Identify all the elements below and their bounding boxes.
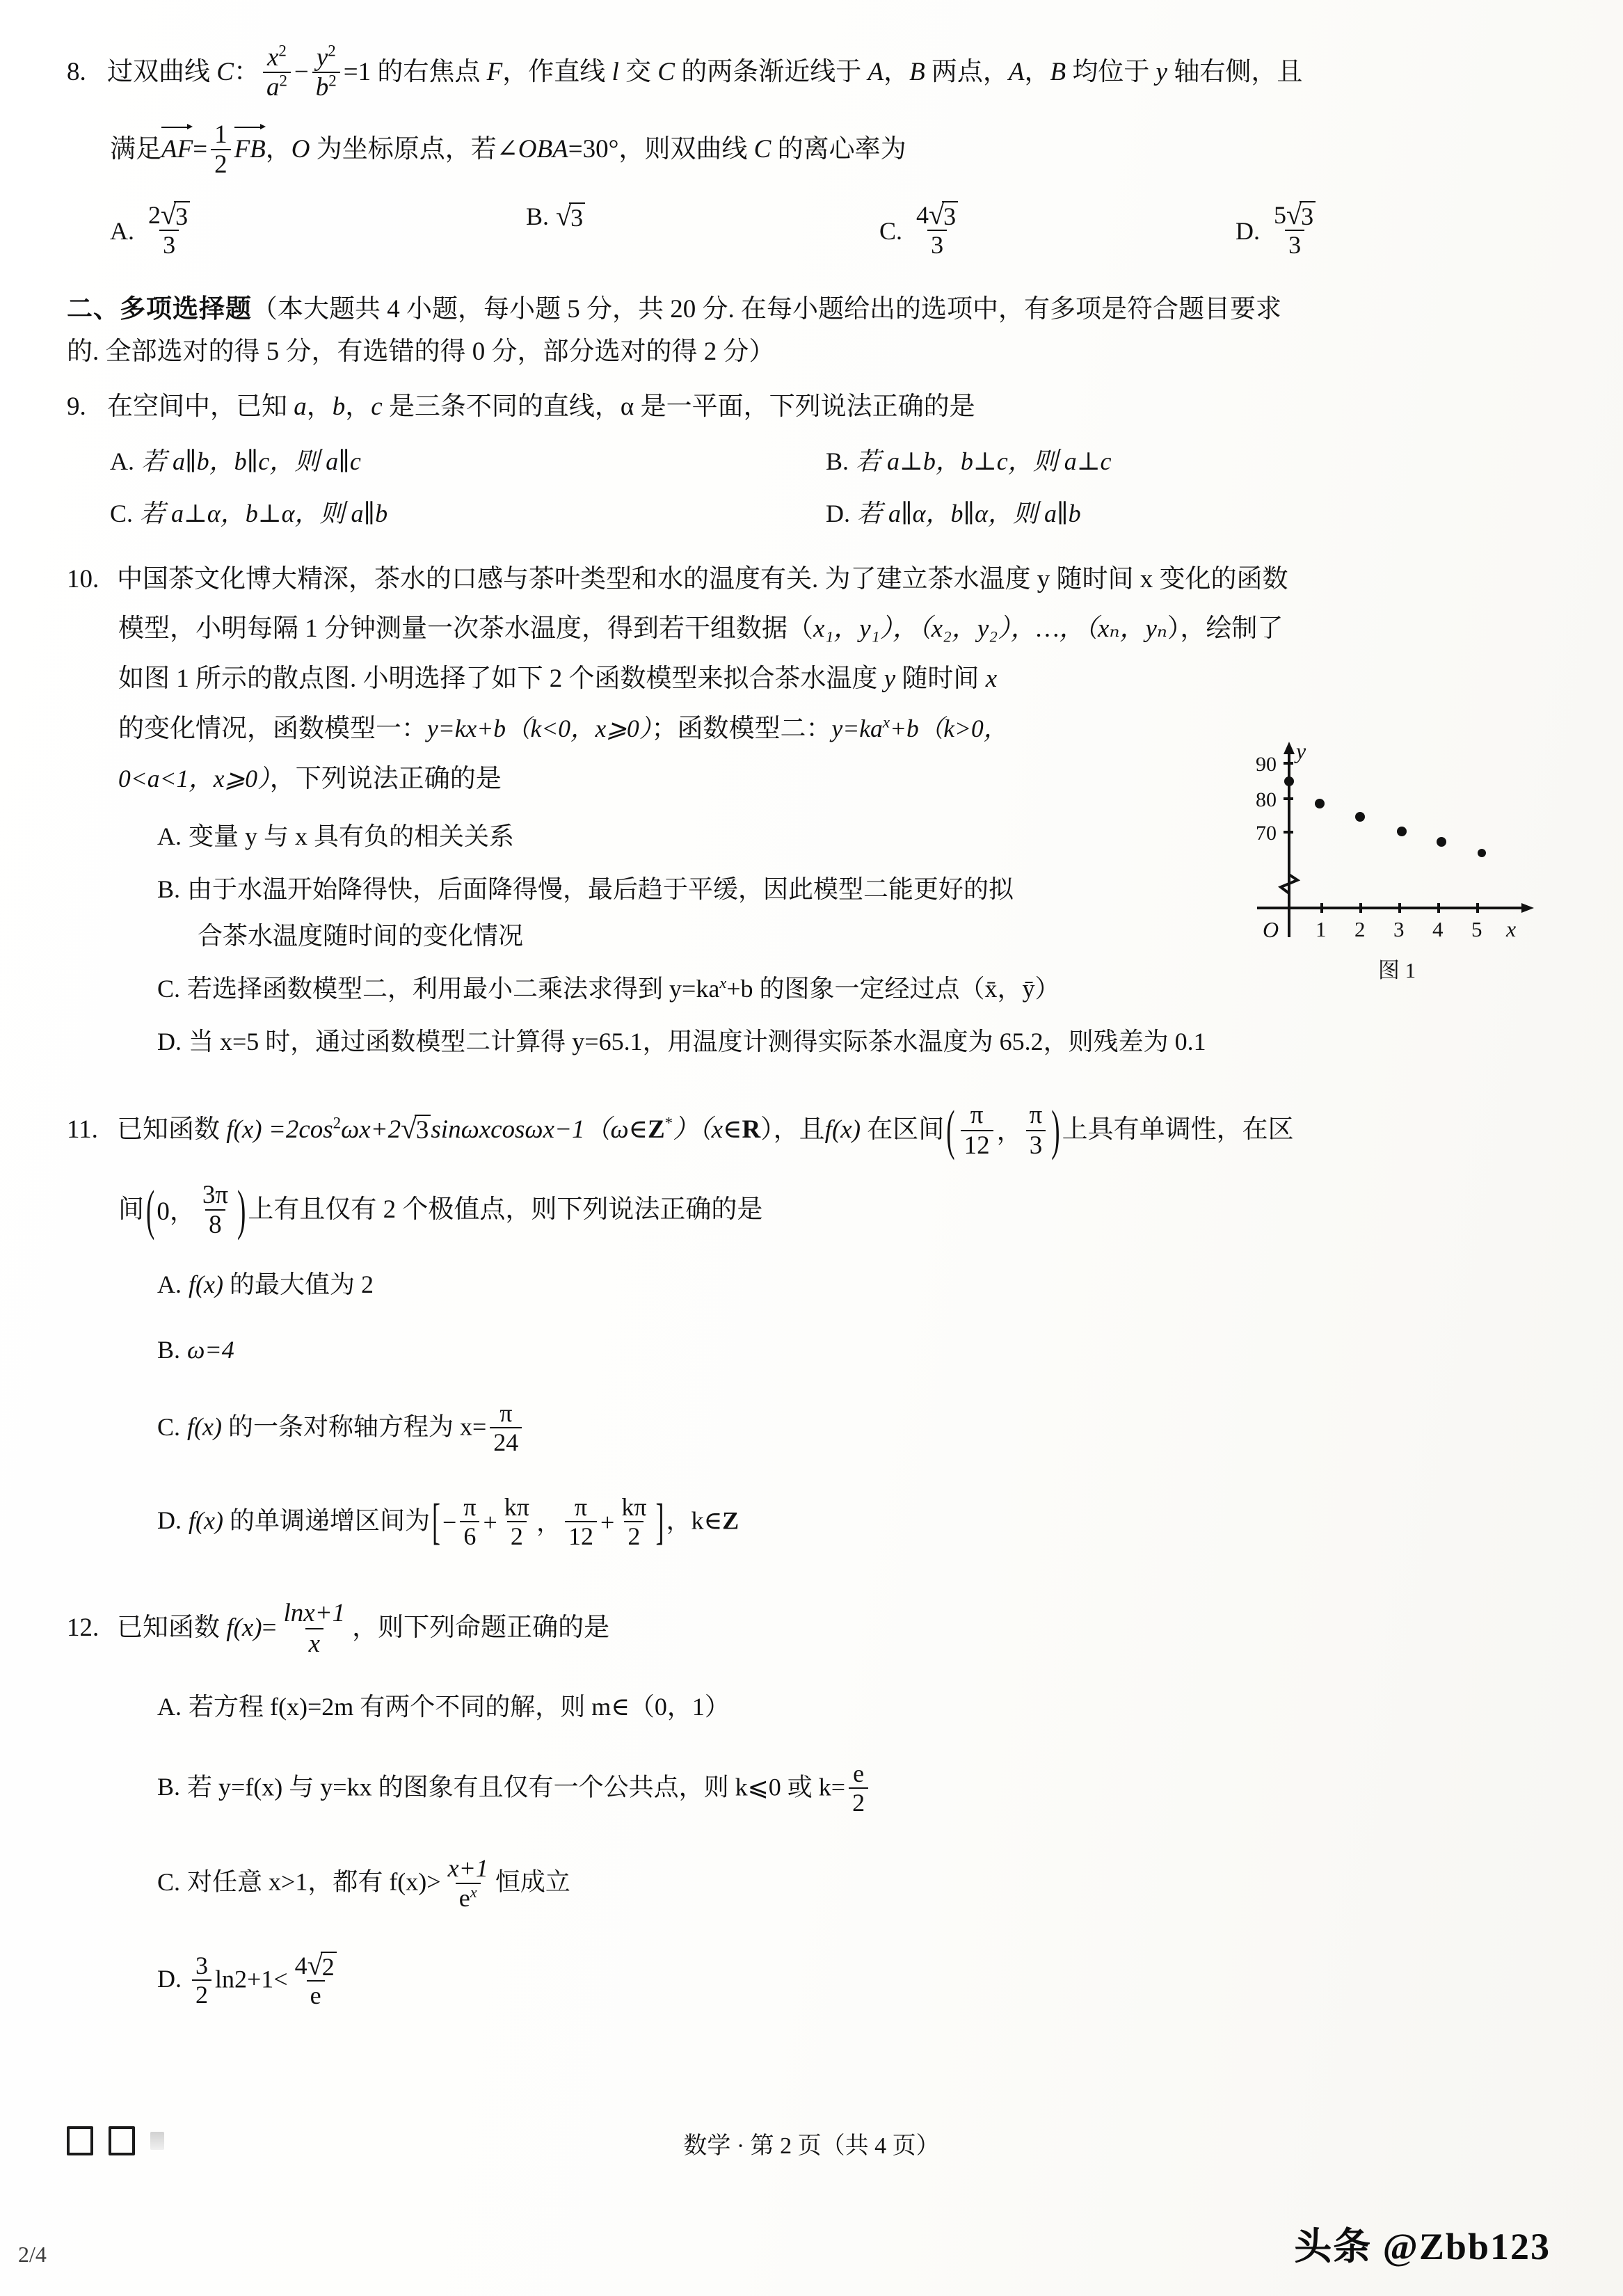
q8-choice-d-value: 5 √ 3 3 bbox=[1270, 200, 1319, 259]
section-2-prefix: 二、 bbox=[67, 294, 120, 324]
q12-fraction bbox=[280, 1599, 349, 1658]
q12-d-den2: e bbox=[307, 1980, 325, 2009]
q10-model-2-pow: x bbox=[882, 713, 890, 731]
q11-option-b-text: ω=4 bbox=[187, 1335, 234, 1364]
q8-text-b: 的右焦点 bbox=[371, 57, 487, 86]
q11-d-n4: kπ bbox=[621, 1492, 647, 1521]
q8-a-coef: 2 bbox=[148, 200, 161, 229]
q8-text-g: 两点， bbox=[925, 57, 1009, 86]
q8-l2-c: 为坐标原点，若∠ bbox=[310, 134, 518, 164]
q10-data-points: x₁，y₁），（x₂，y₂），…，（xₙ，yₙ bbox=[813, 614, 1167, 644]
q12-option-a-label: A. bbox=[157, 1693, 182, 1721]
q12-option-c-frac bbox=[445, 1854, 492, 1912]
y-tick-label-70: 70 bbox=[1256, 822, 1277, 845]
question-10 bbox=[67, 559, 1542, 600]
q8-A2: A bbox=[1008, 57, 1025, 86]
q10-line2-b: ），绘制了 bbox=[1167, 614, 1284, 644]
q8-a-rad: 3 bbox=[174, 201, 190, 230]
question-10-line2 bbox=[67, 608, 1542, 650]
q9-option-a-label: A. bbox=[110, 447, 134, 475]
q9-option-c-label: C. bbox=[110, 499, 134, 527]
q8-comma2: ， bbox=[1024, 57, 1050, 86]
q9-option-c[interactable] bbox=[110, 494, 826, 529]
q11-fx: f(x) bbox=[226, 1115, 262, 1145]
y-axis-arrow bbox=[1284, 742, 1295, 754]
question-10-line5 bbox=[67, 758, 1231, 800]
q11-stem-d: 上具有单调性，在区 bbox=[1062, 1115, 1294, 1145]
data-point-5 bbox=[1478, 849, 1486, 857]
q11-sin-part: sinωxcosωx−1（ω∈ bbox=[431, 1115, 648, 1145]
q10-option-d-text: 当 x=5 时，通过函数模型二计算得 y=65.1，用温度计测得实际茶水温度为 65.2，则残差为 0.1 bbox=[189, 1027, 1206, 1055]
q12-option-d-frac2: 4 √ 2 e bbox=[291, 1951, 340, 2009]
q12-c-d-pow: x bbox=[470, 1883, 477, 1901]
q11-paren-close: ）（x∈ bbox=[673, 1115, 742, 1145]
question-12 bbox=[67, 1600, 1542, 1659]
q12-b-n: e bbox=[853, 1759, 865, 1787]
q12-d-d: 2 bbox=[192, 1979, 211, 2009]
q8-y: y bbox=[316, 43, 328, 72]
page-indicator: 2/4 bbox=[18, 2242, 47, 2267]
q9-option-c-text: 若 a⊥α，b⊥α，则 a∥b bbox=[140, 499, 388, 527]
q9-c: c bbox=[371, 392, 383, 421]
q11-stem-c: 在区间 bbox=[861, 1115, 945, 1145]
q8-y-pow: 2 bbox=[328, 42, 336, 60]
q10-line5-b: ，下列说法正确的是 bbox=[269, 765, 502, 794]
q9-stem-b: 是三条不同的直线，α 是一平面，下列说法正确的是 bbox=[382, 392, 975, 421]
section-2-heading bbox=[67, 288, 1542, 374]
q12-fx: f(x) bbox=[226, 1613, 262, 1643]
q10-model-2-b: +b（k>0， bbox=[890, 715, 1009, 743]
q10-y: y bbox=[884, 664, 896, 694]
q8-half-den: 2 bbox=[211, 149, 231, 179]
q8-colon: ： bbox=[233, 57, 259, 86]
q11-wx: ωx bbox=[341, 1115, 371, 1145]
q8-text-i: 轴右侧，且 bbox=[1167, 57, 1303, 86]
q8-text-h: 均位于 bbox=[1066, 57, 1156, 86]
question-9-options-row-1 bbox=[67, 442, 1542, 477]
question-9-number: 9. bbox=[67, 392, 86, 421]
q8-b: b bbox=[315, 73, 329, 102]
q11-i2-d: 8 bbox=[205, 1209, 225, 1239]
question-9-options-row-2 bbox=[67, 494, 1542, 529]
q10-option-a-text: 变量 y 与 x 具有负的相关关系 bbox=[189, 822, 515, 851]
q12-option-b[interactable] bbox=[67, 1761, 1542, 1819]
q9-option-b-label: B. bbox=[826, 447, 849, 475]
scatter-plot-svg bbox=[1247, 739, 1546, 948]
q11-Z-star: * bbox=[664, 1114, 673, 1132]
section-2-title: 多项选择题 bbox=[120, 294, 252, 324]
q11-plus: +2 bbox=[370, 1115, 401, 1145]
q11-option-a-fx: f(x) bbox=[189, 1270, 223, 1298]
q12-option-c-label: C. bbox=[157, 1868, 181, 1897]
q9-option-a[interactable] bbox=[110, 442, 826, 477]
q10-model-2-a: y=ka bbox=[831, 715, 883, 743]
question-8-choices bbox=[67, 195, 1542, 270]
q10-option-d[interactable] bbox=[67, 1022, 1542, 1062]
question-8 bbox=[67, 42, 1542, 104]
data-point-3 bbox=[1397, 827, 1407, 836]
q8-b-rad: 3 bbox=[569, 202, 585, 232]
q8-d-rad: 3 bbox=[1300, 201, 1316, 230]
q8-y-axis: y bbox=[1156, 57, 1168, 86]
q12-option-a-text: 若方程 f(x)=2m 有两个不同的解，则 m∈（0，1） bbox=[189, 1693, 730, 1721]
q10-line2-a: 模型，小明每隔 1 分钟测量一次茶水温度，得到若干组数据（ bbox=[118, 614, 813, 644]
q12-b-d: 2 bbox=[849, 1787, 868, 1817]
q10-line3-a: 如图 1 所示的散点图. 小明选择了如下 2 个函数模型来拟合茶水温度 bbox=[118, 664, 884, 694]
q8-a-den: 3 bbox=[159, 230, 179, 259]
q12-d-coef: 4 bbox=[294, 1952, 307, 1980]
q12-d-n: 3 bbox=[195, 1951, 208, 1979]
x-tick-label-1: 1 bbox=[1316, 917, 1327, 941]
q11-i1-n2: π bbox=[1029, 1101, 1043, 1130]
q9-c2: ， bbox=[345, 392, 371, 421]
y-tick-label-80: 80 bbox=[1256, 788, 1277, 811]
question-12-number: 12. bbox=[67, 1613, 99, 1643]
q11-stem-b: ），且 bbox=[760, 1115, 825, 1145]
y-tick-label-90: 90 bbox=[1256, 753, 1277, 776]
q8-eq2: = bbox=[193, 134, 208, 164]
q9-option-a-text: 若 a∥b，b∥c，则 a∥c bbox=[141, 447, 361, 475]
q11-sqrt3: √ 3 bbox=[401, 1115, 431, 1145]
q12-den: x bbox=[305, 1628, 323, 1658]
q8-choice-d[interactable] bbox=[1236, 198, 1322, 260]
q11-fx2: f(x) bbox=[824, 1115, 861, 1145]
q8-choice-a[interactable] bbox=[110, 198, 197, 260]
q8-choice-c-value: 4 √ 3 3 bbox=[913, 200, 961, 259]
q11-option-c[interactable] bbox=[67, 1401, 1542, 1458]
q11-i2-left: 0， bbox=[157, 1197, 195, 1226]
footer-page-label: 数学 · 第 2 页（共 4 页） bbox=[683, 2133, 940, 2159]
q10-option-b-label: B. bbox=[157, 875, 181, 903]
q8-O: O bbox=[291, 134, 310, 164]
q11-Z: Z bbox=[647, 1115, 665, 1145]
q11-option-c-label: C. bbox=[157, 1412, 181, 1441]
data-point-1 bbox=[1315, 799, 1325, 808]
q8-l2-b: ， bbox=[265, 134, 291, 164]
q11-option-c-frac bbox=[490, 1399, 522, 1457]
q10-option-d-label: D. bbox=[157, 1027, 182, 1055]
q12-option-c-tail: 恒成立 bbox=[495, 1868, 570, 1897]
q8-B2: B bbox=[1050, 57, 1066, 86]
q10-line5-a: 0<a<1，x⩾0） bbox=[118, 765, 270, 793]
q8-a: a bbox=[266, 73, 280, 102]
q8-half-num: 1 bbox=[214, 120, 227, 149]
data-point-4 bbox=[1437, 837, 1446, 847]
q12-option-c[interactable] bbox=[67, 1856, 1542, 1913]
q11-option-d-fx: f(x) bbox=[189, 1506, 223, 1535]
q10-line4-a: 的变化情况，函数模型一： bbox=[118, 715, 427, 744]
q11-sqrt3-rad: 3 bbox=[415, 1115, 431, 1145]
q11-c-d: 24 bbox=[490, 1427, 522, 1456]
q8-text-a: 过双曲线 bbox=[107, 57, 217, 86]
y-axis-label: y bbox=[1296, 739, 1306, 763]
q12-d-rad: 2 bbox=[321, 1952, 337, 1981]
q8-choice-b[interactable] bbox=[526, 202, 585, 231]
x-tick-label-4: 4 bbox=[1432, 917, 1444, 941]
q12-option-b-frac bbox=[849, 1760, 868, 1817]
q11-option-c-fx: f(x) bbox=[187, 1412, 222, 1441]
q11-line2-a: 间 bbox=[118, 1195, 144, 1224]
q8-text-e: 交 bbox=[618, 57, 658, 86]
q12-option-b-text: 若 y=f(x) 与 y=kx 的图象有且仅有一个公共点，则 k⩽0 或 k= bbox=[187, 1773, 846, 1801]
q8-comma1: ， bbox=[884, 57, 910, 86]
q12-stem-a: 已知函数 bbox=[117, 1613, 227, 1643]
x-axis-arrow bbox=[1521, 903, 1534, 913]
q11-d-n2: kπ bbox=[504, 1492, 529, 1521]
data-point-2 bbox=[1355, 812, 1365, 822]
q11-i1-n1: π bbox=[970, 1101, 984, 1130]
question-11-line2 bbox=[67, 1182, 1542, 1241]
question-8-line2 bbox=[67, 122, 1542, 181]
q10-line3-b: 随时间 bbox=[895, 664, 986, 694]
q11-d-n1: π bbox=[463, 1492, 477, 1521]
q8-text-d: ，作直线 bbox=[502, 57, 612, 86]
q10-option-c-label: C. bbox=[157, 974, 181, 1003]
x-tick-label-3: 3 bbox=[1393, 917, 1405, 941]
q12-c-d-a: e bbox=[458, 1883, 470, 1912]
q8-c-coef: 4 bbox=[916, 200, 929, 229]
figure-1-caption: 图 1 bbox=[1377, 958, 1416, 982]
q9-option-d-text: 若 a∥α，b∥α，则 a∥b bbox=[857, 499, 1081, 527]
q8-l2-e: 的离心率为 bbox=[771, 134, 906, 164]
question-10-line4 bbox=[67, 708, 1231, 750]
x-tick-label-5: 5 bbox=[1471, 917, 1482, 941]
q8-a-pow: 2 bbox=[279, 72, 287, 90]
q11-pow2: 2 bbox=[333, 1114, 342, 1132]
q8-vector-AF: AF bbox=[161, 127, 193, 170]
q11-line2-b: 上有且仅有 2 个极值点，则下列说法正确的是 bbox=[248, 1195, 763, 1224]
q11-option-b-label: B. bbox=[157, 1335, 181, 1364]
q8-choice-b-label: B. bbox=[526, 202, 550, 230]
q8-F: F bbox=[486, 57, 503, 86]
q8-fraction-y2-b2 bbox=[312, 43, 340, 102]
q10-line4-semi: ；函数模型二： bbox=[651, 715, 832, 744]
q8-choice-c[interactable] bbox=[879, 198, 965, 260]
q11-option-c-text: 的一条对称轴方程为 x= bbox=[221, 1412, 487, 1441]
q11-option-d-label: D. bbox=[157, 1506, 182, 1535]
q11-interval-2: ( 0， $\frac{3\pi}{8}$ ) bbox=[146, 1180, 246, 1242]
watermark: 头条 @Zbb123 bbox=[1294, 2226, 1551, 2267]
q9-a: a bbox=[294, 392, 307, 421]
q8-l: l bbox=[611, 57, 619, 86]
section-2-body-line1: （本大题共 4 小题，每小题 5 分，共 20 分. 在每小题给出的选项中，有多项是符合题目要求 bbox=[252, 294, 1281, 324]
q10-line1: 中国茶文化博大精深，茶水的口感与茶叶类型和水的温度有关. 为了建立茶水温度 y 随时间 x 变化的函数 bbox=[117, 564, 1288, 593]
q10-option-b-text: 由于水温开始降得快，后面降得慢，最后趋于平缓，因此模型二能更好的拟 bbox=[187, 875, 1014, 903]
q8-x: x bbox=[266, 43, 279, 72]
q11-i2-n: 3π bbox=[202, 1181, 229, 1210]
q11-d-n3: π bbox=[574, 1492, 588, 1521]
question-9 bbox=[67, 386, 1542, 428]
q8-text-f: 的两条渐近线于 bbox=[674, 57, 868, 86]
question-8-number: 8. bbox=[67, 57, 86, 86]
q11-c-n: π bbox=[499, 1399, 513, 1428]
q12-option-d-text: ln2+1< bbox=[215, 1965, 288, 1993]
q12-option-d-label: D. bbox=[157, 1965, 182, 1993]
q11-option-a[interactable] bbox=[67, 1265, 1542, 1305]
q11-option-d-Z: Z bbox=[722, 1506, 739, 1535]
q9-option-d[interactable] bbox=[826, 494, 1542, 529]
q11-option-d[interactable] bbox=[67, 1494, 1542, 1552]
q12-eq: = bbox=[262, 1613, 277, 1643]
q8-x-pow: 2 bbox=[278, 42, 287, 60]
q8-C2: C bbox=[657, 57, 675, 86]
q11-option-d-interval: [ − $\frac{\pi}{6}$ + $\frac{k\pi}{2}$ ， $\frac{\pi}{12}$ + $\frac{k\pi}{2}$ ] bbox=[431, 1492, 664, 1551]
q8-vector-FB: FB bbox=[234, 127, 266, 170]
question-10-number: 10. bbox=[67, 564, 99, 593]
q11-option-d-tail: ，k∈ bbox=[666, 1506, 723, 1535]
q11-i1-d2: 3 bbox=[1026, 1130, 1046, 1160]
q8-c-rad: 3 bbox=[942, 201, 958, 230]
q11-interval-1: ( $\frac{\pi}{12}$ ， $\frac{\pi}{3}$ ) bbox=[946, 1100, 1060, 1162]
section-2-body-line2: 的. 全部选对的得 5 分，有选错的得 0 分，部分选对的得 2 分） bbox=[67, 337, 775, 367]
q8-fraction-half bbox=[211, 120, 231, 180]
q8-d-coef: 5 bbox=[1274, 200, 1286, 229]
q11-i1-d1: 12 bbox=[961, 1130, 993, 1160]
q10-option-c-text: 若选择函数模型二，利用最小二乘法求得到 y=ka bbox=[187, 974, 720, 1003]
q11-stem-a: 已知函数 bbox=[117, 1115, 227, 1145]
q8-l2-a: 满足 bbox=[110, 134, 161, 164]
q11-option-b[interactable] bbox=[67, 1330, 1542, 1371]
question-10-line3 bbox=[67, 658, 1231, 700]
q9-option-b[interactable] bbox=[826, 442, 1542, 477]
q8-fraction-x2-a2 bbox=[263, 43, 291, 102]
q11-option-a-text: 的最大值为 2 bbox=[223, 1270, 374, 1298]
exam-content bbox=[67, 42, 1542, 2011]
data-point-0 bbox=[1284, 776, 1294, 786]
q8-OBA: OBA bbox=[518, 134, 568, 164]
q12-stem-b: ，则下列命题正确的是 bbox=[352, 1613, 610, 1643]
q8-d-den: 3 bbox=[1285, 230, 1304, 259]
q12-option-c-text: 对任意 x>1，都有 f(x)> bbox=[187, 1868, 441, 1897]
q9-option-b-text: 若 a⊥b，b⊥c，则 a⊥c bbox=[856, 447, 1112, 475]
q8-c-den: 3 bbox=[927, 230, 947, 259]
q10-option-a-label: A. bbox=[157, 822, 182, 851]
q8-B: B bbox=[909, 57, 925, 86]
q12-c-n: x+1 bbox=[447, 1854, 488, 1883]
q8-minus: − bbox=[294, 57, 309, 86]
q12-option-d[interactable] bbox=[67, 1952, 1542, 2011]
q8-choice-c-label: C. bbox=[879, 216, 903, 245]
q8-l2-d: =30°，则双曲线 bbox=[568, 134, 754, 164]
q11-d-d1: 6 bbox=[460, 1521, 479, 1550]
q11-R: R bbox=[742, 1115, 761, 1145]
q8-C3: C bbox=[753, 134, 771, 164]
q10-x: x bbox=[985, 664, 998, 694]
q8-choice-a-value: 2 √ 3 3 bbox=[145, 200, 193, 259]
q11-d-d3: 12 bbox=[565, 1521, 597, 1550]
q9-stem-a: 在空间中，已知 bbox=[107, 392, 294, 421]
q8-eq1: =1 bbox=[343, 57, 371, 86]
q12-option-a[interactable] bbox=[67, 1687, 1542, 1728]
q8-choice-d-label: D. bbox=[1236, 216, 1260, 245]
q8-curve-c: C bbox=[216, 57, 234, 86]
x-tick-label-2: 2 bbox=[1354, 917, 1366, 941]
q11-option-d-text: 的单调递增区间为 bbox=[223, 1506, 430, 1535]
q10-option-b-text2: 合茶水温度随时间的变化情况 bbox=[198, 922, 524, 950]
q11-d-d2: 2 bbox=[507, 1521, 527, 1550]
q10-option-c-text2: +b 的图象一定经过点（x̄，ȳ） bbox=[726, 974, 1060, 1003]
q9-b: b bbox=[332, 392, 346, 421]
q9-c1: ， bbox=[306, 392, 333, 421]
x-axis-label: x bbox=[1506, 916, 1517, 941]
q10-model-1: y=kx+b（k<0，x⩾0） bbox=[427, 715, 652, 743]
q12-num: lnx+1 bbox=[283, 1599, 346, 1628]
q11-eq: =2cos bbox=[262, 1115, 333, 1145]
q11-option-a-label: A. bbox=[157, 1270, 182, 1298]
q12-option-d-frac1 bbox=[192, 1952, 211, 2009]
q8-choice-b-value: √ 3 bbox=[556, 202, 585, 232]
q8-b-pow: 2 bbox=[328, 72, 337, 90]
q9-option-d-label: D. bbox=[826, 499, 850, 527]
q12-option-b-label: B. bbox=[157, 1773, 181, 1801]
q11-d-d4: 2 bbox=[624, 1521, 643, 1550]
origin-label: O bbox=[1263, 917, 1279, 942]
question-11 bbox=[67, 1102, 1542, 1161]
q8-A: A bbox=[868, 57, 884, 86]
question-11-number: 11. bbox=[67, 1115, 98, 1145]
figure-1 bbox=[1247, 739, 1546, 984]
q10-option-c-pow: x bbox=[719, 973, 727, 991]
q8-choice-a-label: A. bbox=[110, 216, 134, 245]
